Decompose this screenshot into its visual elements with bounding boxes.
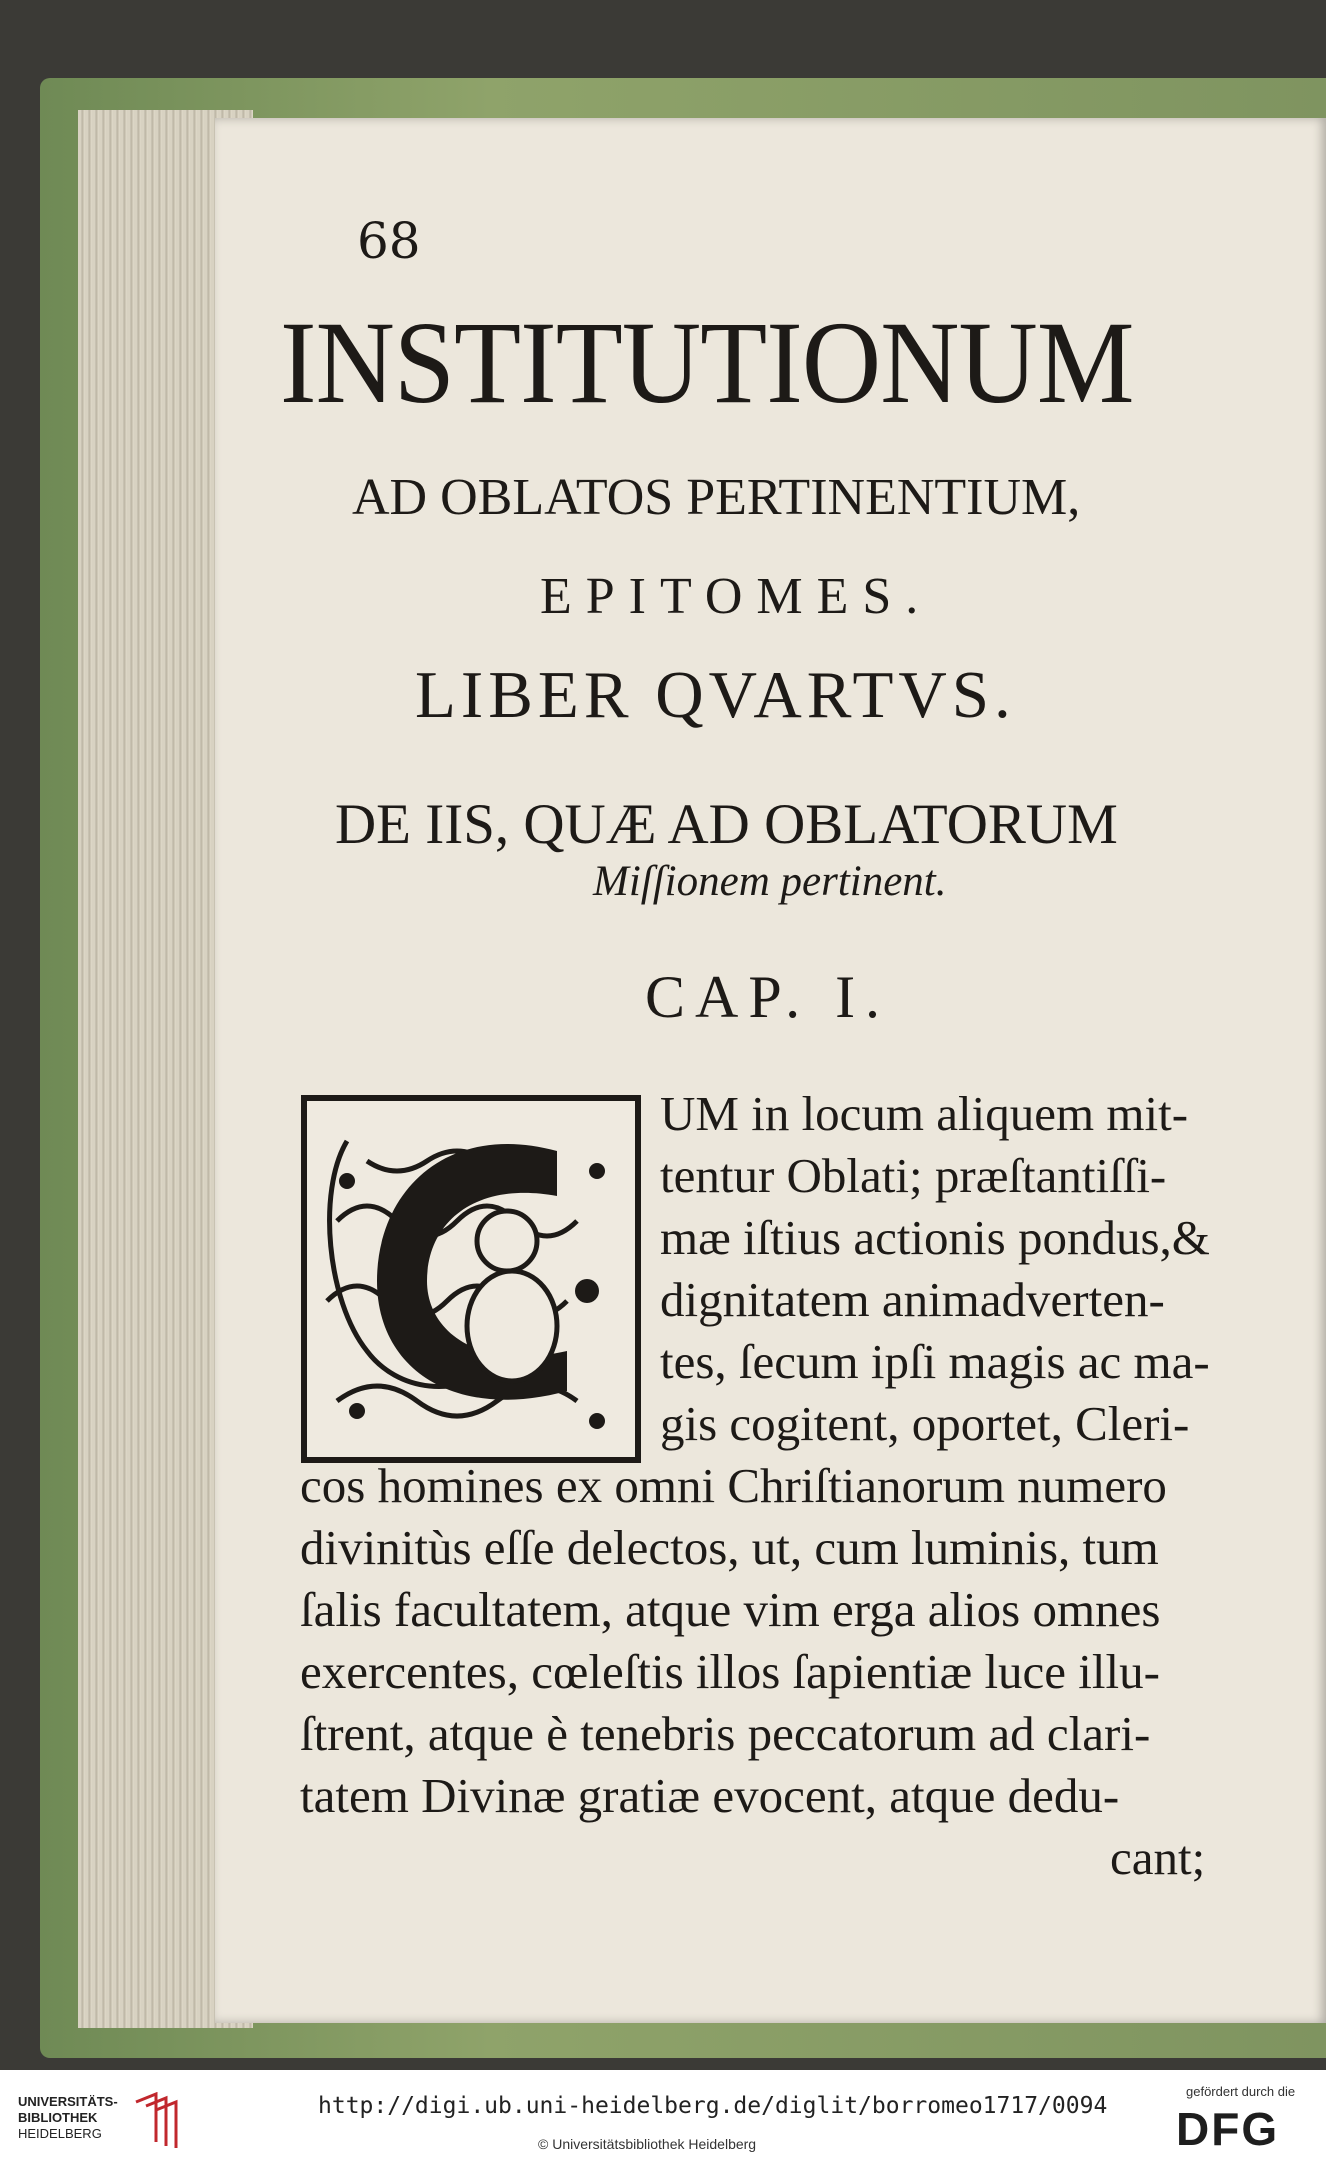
body-line: tes, ſecum ipſi magis ac ma-	[660, 1334, 1210, 1389]
decorated-initial-c-icon	[301, 1095, 641, 1463]
body-line: mæ iſtius actionis pondus,&	[660, 1210, 1210, 1265]
chapter-title: CAP. I.	[645, 964, 891, 1030]
library-name-line-2: BIBLIOTHEK	[18, 2110, 98, 2125]
section-title: DE IIS, QUÆ AD OBLATORUM	[335, 793, 1118, 856]
body-line: ſalis facultatem, atque vim erga alios omnes	[300, 1582, 1161, 1637]
body-line: cos homines ex omni Chriſtianorum numero	[300, 1458, 1167, 1513]
body-line: tentur Oblati; præſtantiſſi-	[660, 1148, 1167, 1203]
body-line: tatem Divinæ gratiæ evocent, atque dedu-	[300, 1768, 1120, 1823]
dfg-logo: DFG	[1176, 2103, 1280, 2155]
body-line: gis cogitent, oportet, Cleri-	[660, 1396, 1190, 1451]
library-name	[18, 2094, 118, 2142]
ub-logo-icon	[132, 2092, 184, 2150]
body-line: divinitùs eſſe delectos, ut, cum luminis, tum	[300, 1520, 1159, 1575]
section-subtitle: Miſſionem pertinent.	[593, 858, 947, 905]
funded-by-label: gefördert durch die	[1186, 2084, 1296, 2099]
body-line: exercentes, cœleſtis illos ſapientiæ luce illu-	[300, 1644, 1160, 1699]
body-line: ſtrent, atque è tenebris peccatorum ad clari-	[300, 1706, 1151, 1761]
library-name-line-3: HEIDELBERG	[18, 2126, 102, 2141]
book-title: LIBER QVARTVS.	[415, 658, 1016, 732]
body-line: UM in locum aliquem mit-	[660, 1086, 1189, 1141]
subtitle-line-2: EPITOMES.	[540, 568, 933, 625]
viewer-footer	[0, 2070, 1326, 2173]
page-number: 68	[357, 212, 421, 270]
body-line: dignitatem animadverten-	[660, 1272, 1165, 1327]
library-name-line-1: UNIVERSITÄTS-	[18, 2094, 118, 2109]
catchword: cant;	[1110, 1830, 1206, 1885]
page-title: INSTITUTIONUM	[280, 297, 1134, 428]
copyright: © Universitätsbibliothek Heidelberg	[538, 2136, 757, 2152]
subtitle-line-1: AD OBLATOS PERTINENTIUM,	[352, 469, 1081, 526]
permalink[interactable]: http://digi.ub.uni-heidelberg.de/diglit/borromeo1717/0094	[318, 2093, 1108, 2119]
